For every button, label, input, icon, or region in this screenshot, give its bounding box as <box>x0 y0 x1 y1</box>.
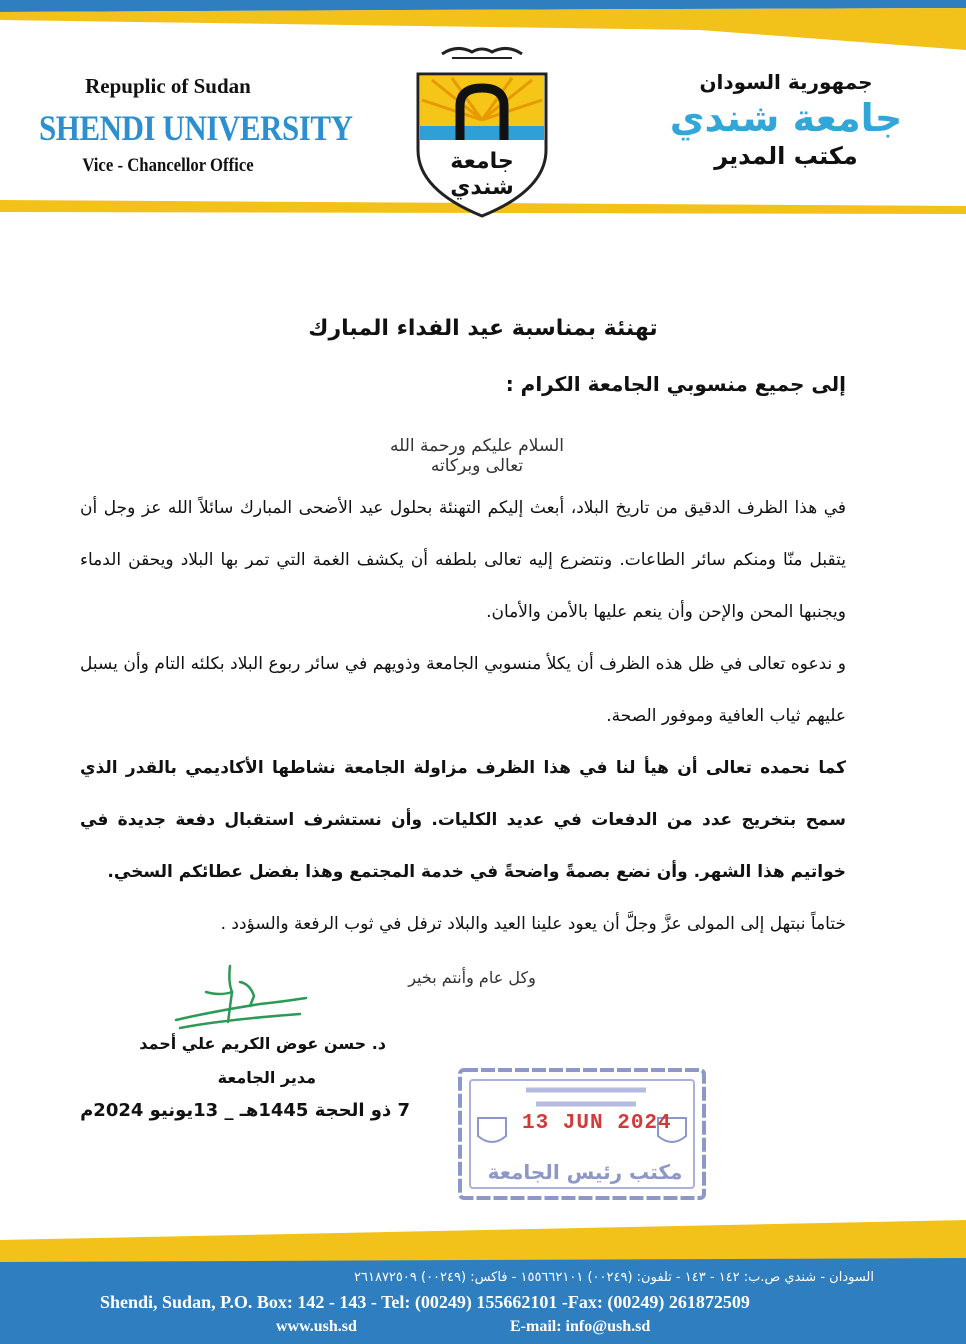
footer-website[interactable]: www.ush.sd <box>276 1318 357 1335</box>
stamp-date: 13 JUN 2024 <box>522 1112 672 1135</box>
english-office: Vice - Chancellor Office <box>82 155 254 176</box>
letter-addressee: إلى جميع منسوبي الجامعة الكرام : <box>505 372 846 396</box>
svg-text:شندي: شندي <box>450 175 514 200</box>
letter-title: تهنئة بمناسبة عيد الفداء المبارك <box>308 316 658 341</box>
paragraph-3: كما نحمده تعالى أن هيأ لنا في هذا الظرف مزاولة الجامعة نشاطها الأكاديمي بالقدر الذي سمح بتخريج عدد من الدفعات في عديد الكليات. وأن نستشرف استقبال دفعة جديدة في خواتيم هذا الشهر. وأن نضع بصمةً واضحةً في خدمة المجتمع وهذا بفضل عطائكم السخي. <box>80 758 846 882</box>
paragraph-2: و ندعوه تعالى في ظل هذه الظرف أن يكلأ منسوبي الجامعة وذويهم في سائر ربوع البلاد بكلئه التام وأن يسبل عليهم ثياب العافية وموفور الصحة. <box>80 654 846 726</box>
footer-email[interactable]: E-mail: info@ush.sd <box>510 1318 651 1335</box>
header-english <box>18 74 353 177</box>
letter-closing: وكل عام وأنتم بخير <box>408 968 536 987</box>
footer-english-address: Shendi, Sudan, P.O. Box: 142 - 143 - Tel: (00249) 155662101 -Fax: (00249) 261872509 <box>100 1292 750 1312</box>
svg-text:جامعة: جامعة <box>450 149 514 174</box>
english-university-name: SHENDI UNIVERSITY <box>39 108 353 148</box>
signatory-name: د. حسن عوض الكريم علي أحمد <box>139 1034 386 1053</box>
footer-arabic-address: السودان - شندي ص.ب: ١٤٢ - ١٤٣ - تلفون: (٠٠٢٤٩) ١٥٥٦٦٢١٠١ - فاكس: (٠٠٢٤٩) ٢٦١٨٧٢٥٠٩ <box>354 1270 874 1285</box>
signatory-title: مدير الجامعة <box>217 1068 316 1087</box>
stamp-office: مكتب رئيس الجامعة <box>487 1160 683 1184</box>
arabic-republic: جمهورية السودان <box>699 70 873 94</box>
english-republic: Repuplic of Sudan <box>85 74 251 98</box>
header-arabic <box>636 70 936 170</box>
paragraph-4: ختاماً نبتهل إلى المولى عزَّ وجلَّ أن يعود علينا العيد والبلاد ترفل في ثوب الرفعة والسؤدد . <box>220 914 846 934</box>
arabic-office: مكتب المدير <box>714 142 858 170</box>
university-logo-icon <box>412 40 552 220</box>
letter-salutation: السلام عليكم ورحمة الله تعالى وبركاته <box>389 436 565 476</box>
arabic-university-name: جامعة شندي <box>669 96 903 140</box>
signature-icon <box>170 962 310 1034</box>
paragraph-1: في هذا الظرف الدقيق من تاريخ البلاد، أبعث إليكم التهنئة بحلول عيد الأضحى المبارك سائلاً الله عز وجل أن يتقبل منّا ومنكم سائر الطاعات. ونتضرع إليه تعالى بلطفه أن يكشف الغمة التي تمر بها البلاد ويحقن الدماء ويجنبها المحن والإحن وأن ينعم عليها بالأمن والأمان. <box>80 498 846 622</box>
letter-date: 7 ذو الحجة 1445هـ _ 13يونيو 2024م <box>80 1100 410 1121</box>
